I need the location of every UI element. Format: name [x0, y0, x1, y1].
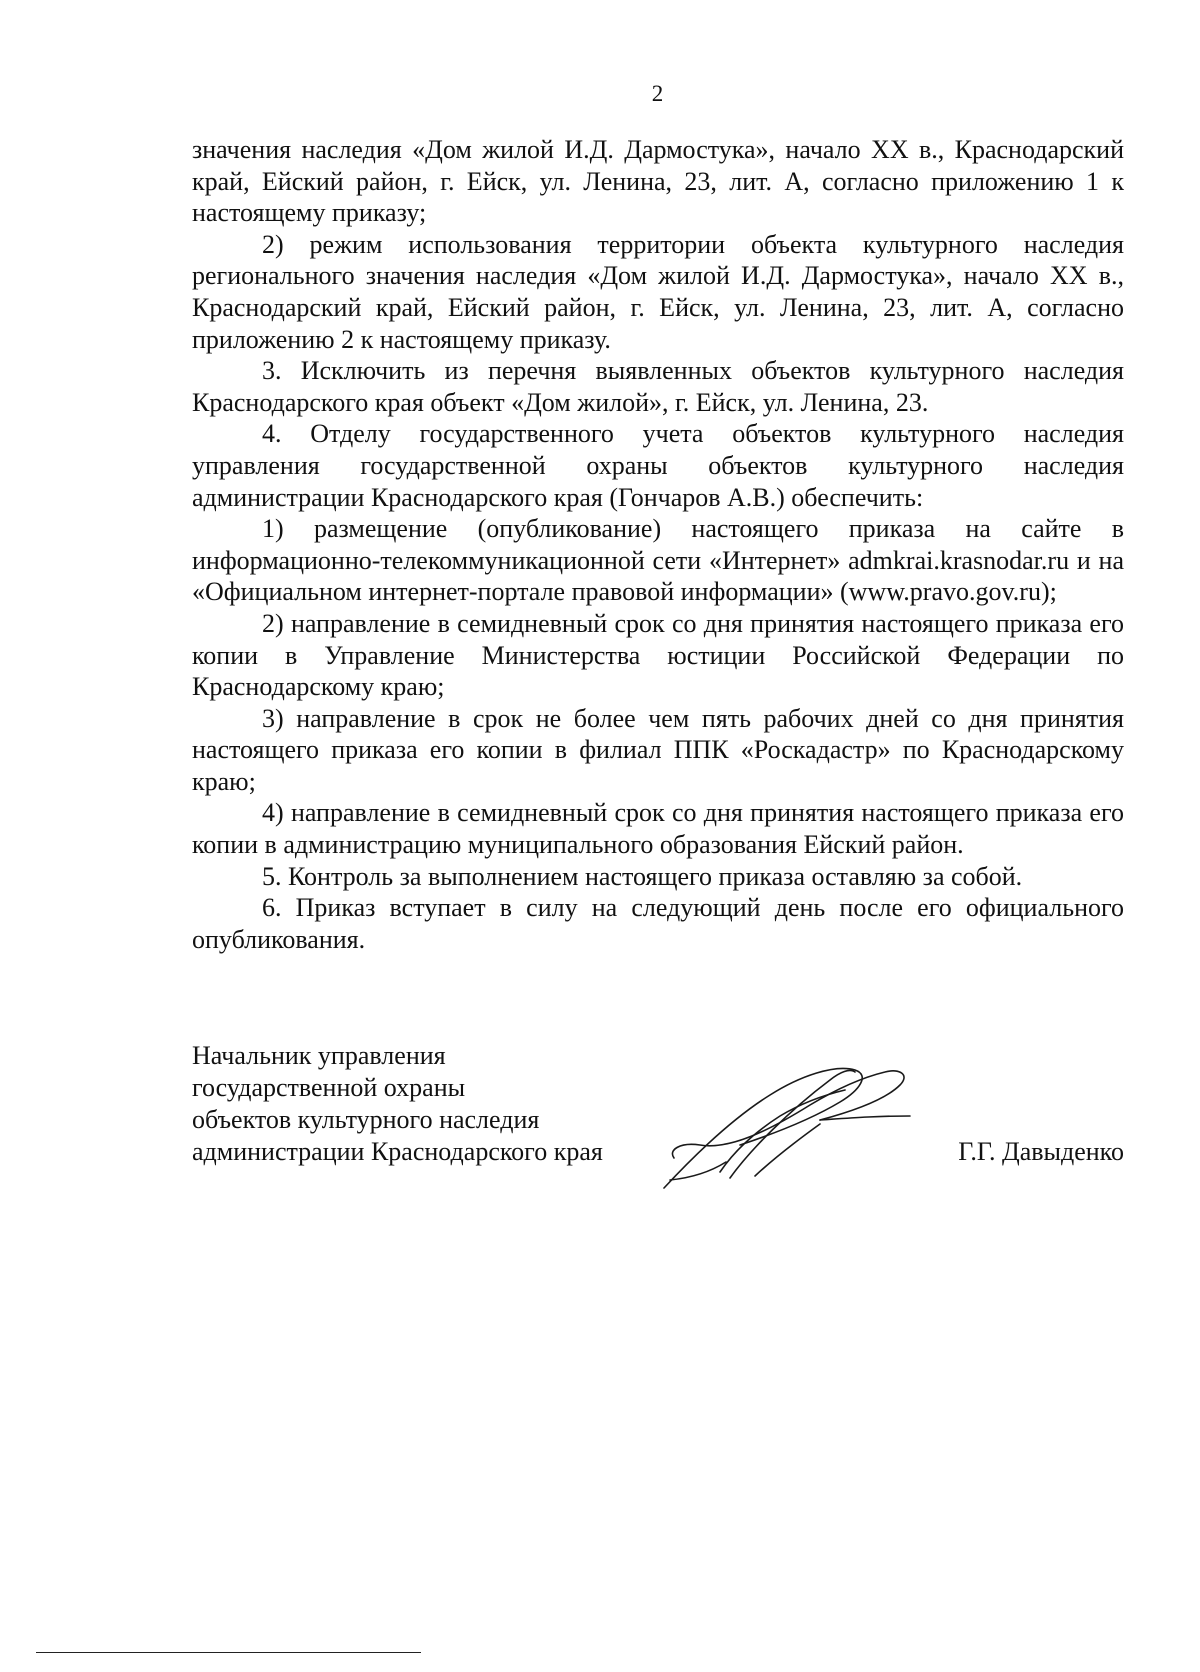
footer-divider: [36, 1652, 421, 1653]
paragraph-subitem-2-ministry-of-justice: 2) направление в семидневный срок со дня принятия настоящего приказа его копии в Управление Министерства юстиции Российской Федерации по Краснодарскому краю;: [192, 608, 1124, 702]
paragraph-subitem-4-municipality: 4) направление в семидневный срок со дня принятия настоящего приказа его копии в администрацию муниципального образования Ейский район.: [192, 798, 1124, 860]
signatory-position-line: объектов культурного наследия: [192, 1105, 540, 1134]
paragraph-subitem-3-roskadastr: 3) направление в срок не более чем пять рабочих дней со дня принятия настоящего приказа его копии в филиал ППК «Роскадастр» по Краснодарскому краю;: [192, 703, 1124, 796]
paragraph-subitem-1-publication: 1) размещение (опубликование) настоящего приказа на сайте в информационно-телекоммуникационной сети «Интернет» admkrai.krasnodar.ru и на «Официальном интернет-портале правовой информации» (www.pravo.gov.ru);: [192, 514, 1124, 607]
paragraph-item-2-usage-regime: 2) режим использования территории объекта культурного наследия регионального значения наследия «Дом жилой И.Д. Дармостука», начало XX в., Краснодарский край, Ейский район, г. Ейск, ул. Ленина, 23, лит. А, согласно приложению 2 к настоящему приказу.: [192, 229, 1124, 354]
paragraph-clause-5-control: 5. Контроль за выполнением настоящего приказа оставляю за собой.: [262, 861, 1023, 891]
signatory-name: Г.Г. Давыденко: [958, 1137, 1124, 1166]
signatory-position-line: государственной охраны: [192, 1073, 466, 1102]
paragraph-clause-4-department: 4. Отделу государственного учета объектов культурного наследия управления государственной охраны объектов культурного наследия администрации Краснодарского края (Гончаров А.В.) обеспечить:: [192, 419, 1124, 512]
order-body: [192, 134, 1124, 955]
handwritten-signature: [660, 1050, 920, 1195]
paragraph-continuation: значения наследия «Дом жилой И.Д. Дармостука», начало XX в., Краснодарский край, Ейский район, г. Ейск, ул. Ленина, 23, лит. А, согласно приложению 1 к настоящему приказу;: [192, 135, 1124, 228]
signatory-position-line: Начальник управления: [192, 1041, 446, 1070]
paragraph-clause-6-effective: 6. Приказ вступает в силу на следующий день после его официального опубликования.: [192, 893, 1124, 954]
page-number: 2: [651, 81, 664, 106]
paragraph-clause-3-exclude: 3. Исключить из перечня выявленных объектов культурного наследия Краснодарского края объект «Дом жилой», г. Ейск, ул. Ленина, 23.: [192, 356, 1124, 417]
signatory-position-line: администрации Краснодарского края: [192, 1137, 603, 1166]
